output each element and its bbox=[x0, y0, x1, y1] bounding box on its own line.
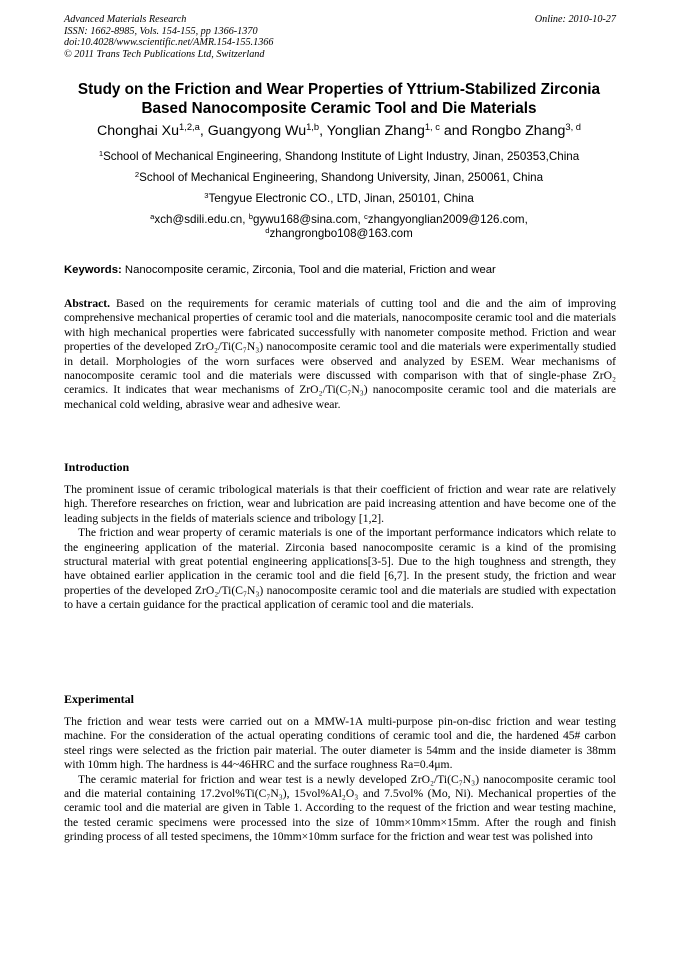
author-name: Chonghai Xu bbox=[96, 123, 180, 139]
author-separator: , bbox=[319, 123, 327, 139]
affiliation-mark: 3 bbox=[204, 190, 209, 200]
author-affil-mark: 1,2,a bbox=[179, 121, 200, 132]
journal-header bbox=[64, 14, 616, 60]
affiliation bbox=[60, 192, 618, 206]
author-separator: and bbox=[439, 123, 472, 139]
paragraph: The prominent issue of ceramic tribological materials is that their coefficient of friction and wear rate are relatively high. Therefore researches on friction, wear and lubrication are paid increasing attention and have become one of the leading subjects in the fields of materials science and tribology [1,2]. bbox=[64, 483, 616, 525]
email-mark: a bbox=[150, 211, 155, 221]
experimental-body bbox=[64, 715, 616, 845]
paragraph: The ceramic material for friction and wear test is a newly developed ZrO₂/Ti(C₇N₃) nanocomposite ceramic tool and die material containing 17.2vol%Ti(C₇N₃), 15vol%Al₂O₃ and 7.5vol% (Mo, Ni). Mechanical properties of the ceramic tool and die material are given in Table 1. According to the request of the friction and wear testing machine, the tested ceramic specimens were processed into the size of 10mm×10mm×15mm. After the rough and finish grinding process of all tested specimens, the 10mm×10mm surface for the friction and wear test was polished into bbox=[64, 772, 616, 844]
affiliation-text: Tengyue Electronic CO., LTD, Jinan, 250101, China bbox=[208, 192, 474, 205]
keywords-label: Keywords: bbox=[64, 264, 122, 276]
online-date: Online: 2010-10-27 bbox=[534, 14, 616, 25]
email-link[interactable]: zhangrongbo108@163.com bbox=[269, 227, 413, 240]
journal-name: Advanced Materials Research bbox=[64, 14, 187, 25]
author-affil-mark: 3, d bbox=[565, 121, 581, 132]
copyright-line: © 2011 Trans Tech Publications Ltd, Switzerland bbox=[64, 48, 265, 60]
paragraph: The friction and wear tests were carried out on a MMW-1A multi-purpose pin-on-disc friction and wear testing machine. For the consideration of the actual operating conditions of ceramic tool and die, the hardened 45# carbon steel rings were selected as the friction pair material. The outer diameter is 54mm and the inside diameter is 38mm with 10mm high. The hardness is 44~46HRC and the surface roughness Ra=0.4μm. bbox=[64, 715, 616, 772]
email-mark: b bbox=[248, 211, 253, 221]
introduction-body bbox=[64, 483, 616, 613]
abstract-text: Based on the requirements for ceramic materials of cutting tool and die and the aim of improving comprehensive mechanical properties of ceramic tool and die materials, nanocomposite ceramic tool and die materials with high mechanical properties were fabricated successfully with nanometer composite method. Friction and wear properties of the developed ZrO₂/Ti(C₇N₃) nanocomposite ceramic tool and die materials were experimentally studied in detail. Morphologies of the worn surfaces were observed and analyzed by ESEM. Wear mechanisms of nanocomposite ceramic tool and die materials were discussed with comparison with that of single-phase ZrO₂ ceramics. It indicates that wear mechanisms of ZrO₂/Ti(C₇N₃) nanocomposite ceramic tool and die materials are mechanical cold welding, abrasive wear and adhesive wear. bbox=[64, 297, 616, 411]
issn-line: ISSN: 1662-8985, Vols. 154-155, pp 1366-1370 bbox=[64, 25, 258, 37]
paragraph: The friction and wear property of ceramic materials is one of the important performance indicators which relate to the engineering application of the material. Zirconia based nanocomposite ceramic is a kind of the promising structural material with great potential engineering applications[3-5]. Due to the high toughness and strength, they have obtained earlier application in the ceramic tool and die field [6,7]. In the present study, the friction and wear properties of the developed ZrO₂/Ti(C₇N₃) nanocomposite ceramic tool and die materials are studied with expectation to have a certain guidance for the practical application of ceramic tool and die materials. bbox=[64, 526, 616, 612]
section-heading-introduction: Introduction bbox=[64, 460, 130, 474]
email-mark: c bbox=[363, 211, 368, 221]
title-line-2: Based Nanocomposite Ceramic Tool and Die Materials bbox=[141, 100, 537, 117]
affiliation-text: School of Mechanical Engineering, Shandong University, Jinan, 250061, China bbox=[139, 171, 544, 184]
author-name: Guangyong Wu bbox=[207, 123, 307, 139]
affiliation-mark: 1 bbox=[98, 148, 104, 158]
affiliation bbox=[60, 150, 618, 164]
author-list bbox=[60, 122, 618, 140]
author-separator: , bbox=[199, 123, 208, 139]
email-list bbox=[60, 213, 618, 241]
author-affil-mark: 1,b bbox=[306, 121, 320, 132]
affiliation bbox=[60, 171, 618, 185]
keywords-text: Nanocomposite ceramic, Zirconia, Tool and die material, Friction and wear bbox=[121, 264, 496, 276]
abstract bbox=[64, 297, 616, 412]
email-link[interactable]: xch@sdili.edu.cn, bbox=[154, 213, 249, 226]
email-mark: d bbox=[265, 225, 270, 235]
author-name: Yonglian Zhang bbox=[326, 123, 425, 139]
paper-title bbox=[60, 80, 618, 118]
title-line-1: Study on the Friction and Wear Properties of Yttrium-Stabilized Zirconia bbox=[77, 81, 601, 98]
affiliation-mark: 2 bbox=[134, 169, 140, 179]
abstract-label: Abstract. bbox=[64, 297, 111, 310]
author-affil-mark: 1, c bbox=[424, 121, 440, 132]
email-link[interactable]: zhangyonglian2009@126.com, bbox=[367, 213, 528, 226]
author-name: Rongbo Zhang bbox=[471, 123, 566, 139]
email-link[interactable]: gywu168@sina.com, bbox=[252, 213, 364, 226]
keywords bbox=[64, 263, 616, 277]
section-heading-experimental: Experimental bbox=[64, 692, 134, 706]
affiliation-text: School of Mechanical Engineering, Shandong Institute of Light Industry, Jinan, 250353,China bbox=[103, 150, 580, 163]
doi-line: doi:10.4028/www.scientific.net/AMR.154-155.1366 bbox=[64, 37, 274, 48]
